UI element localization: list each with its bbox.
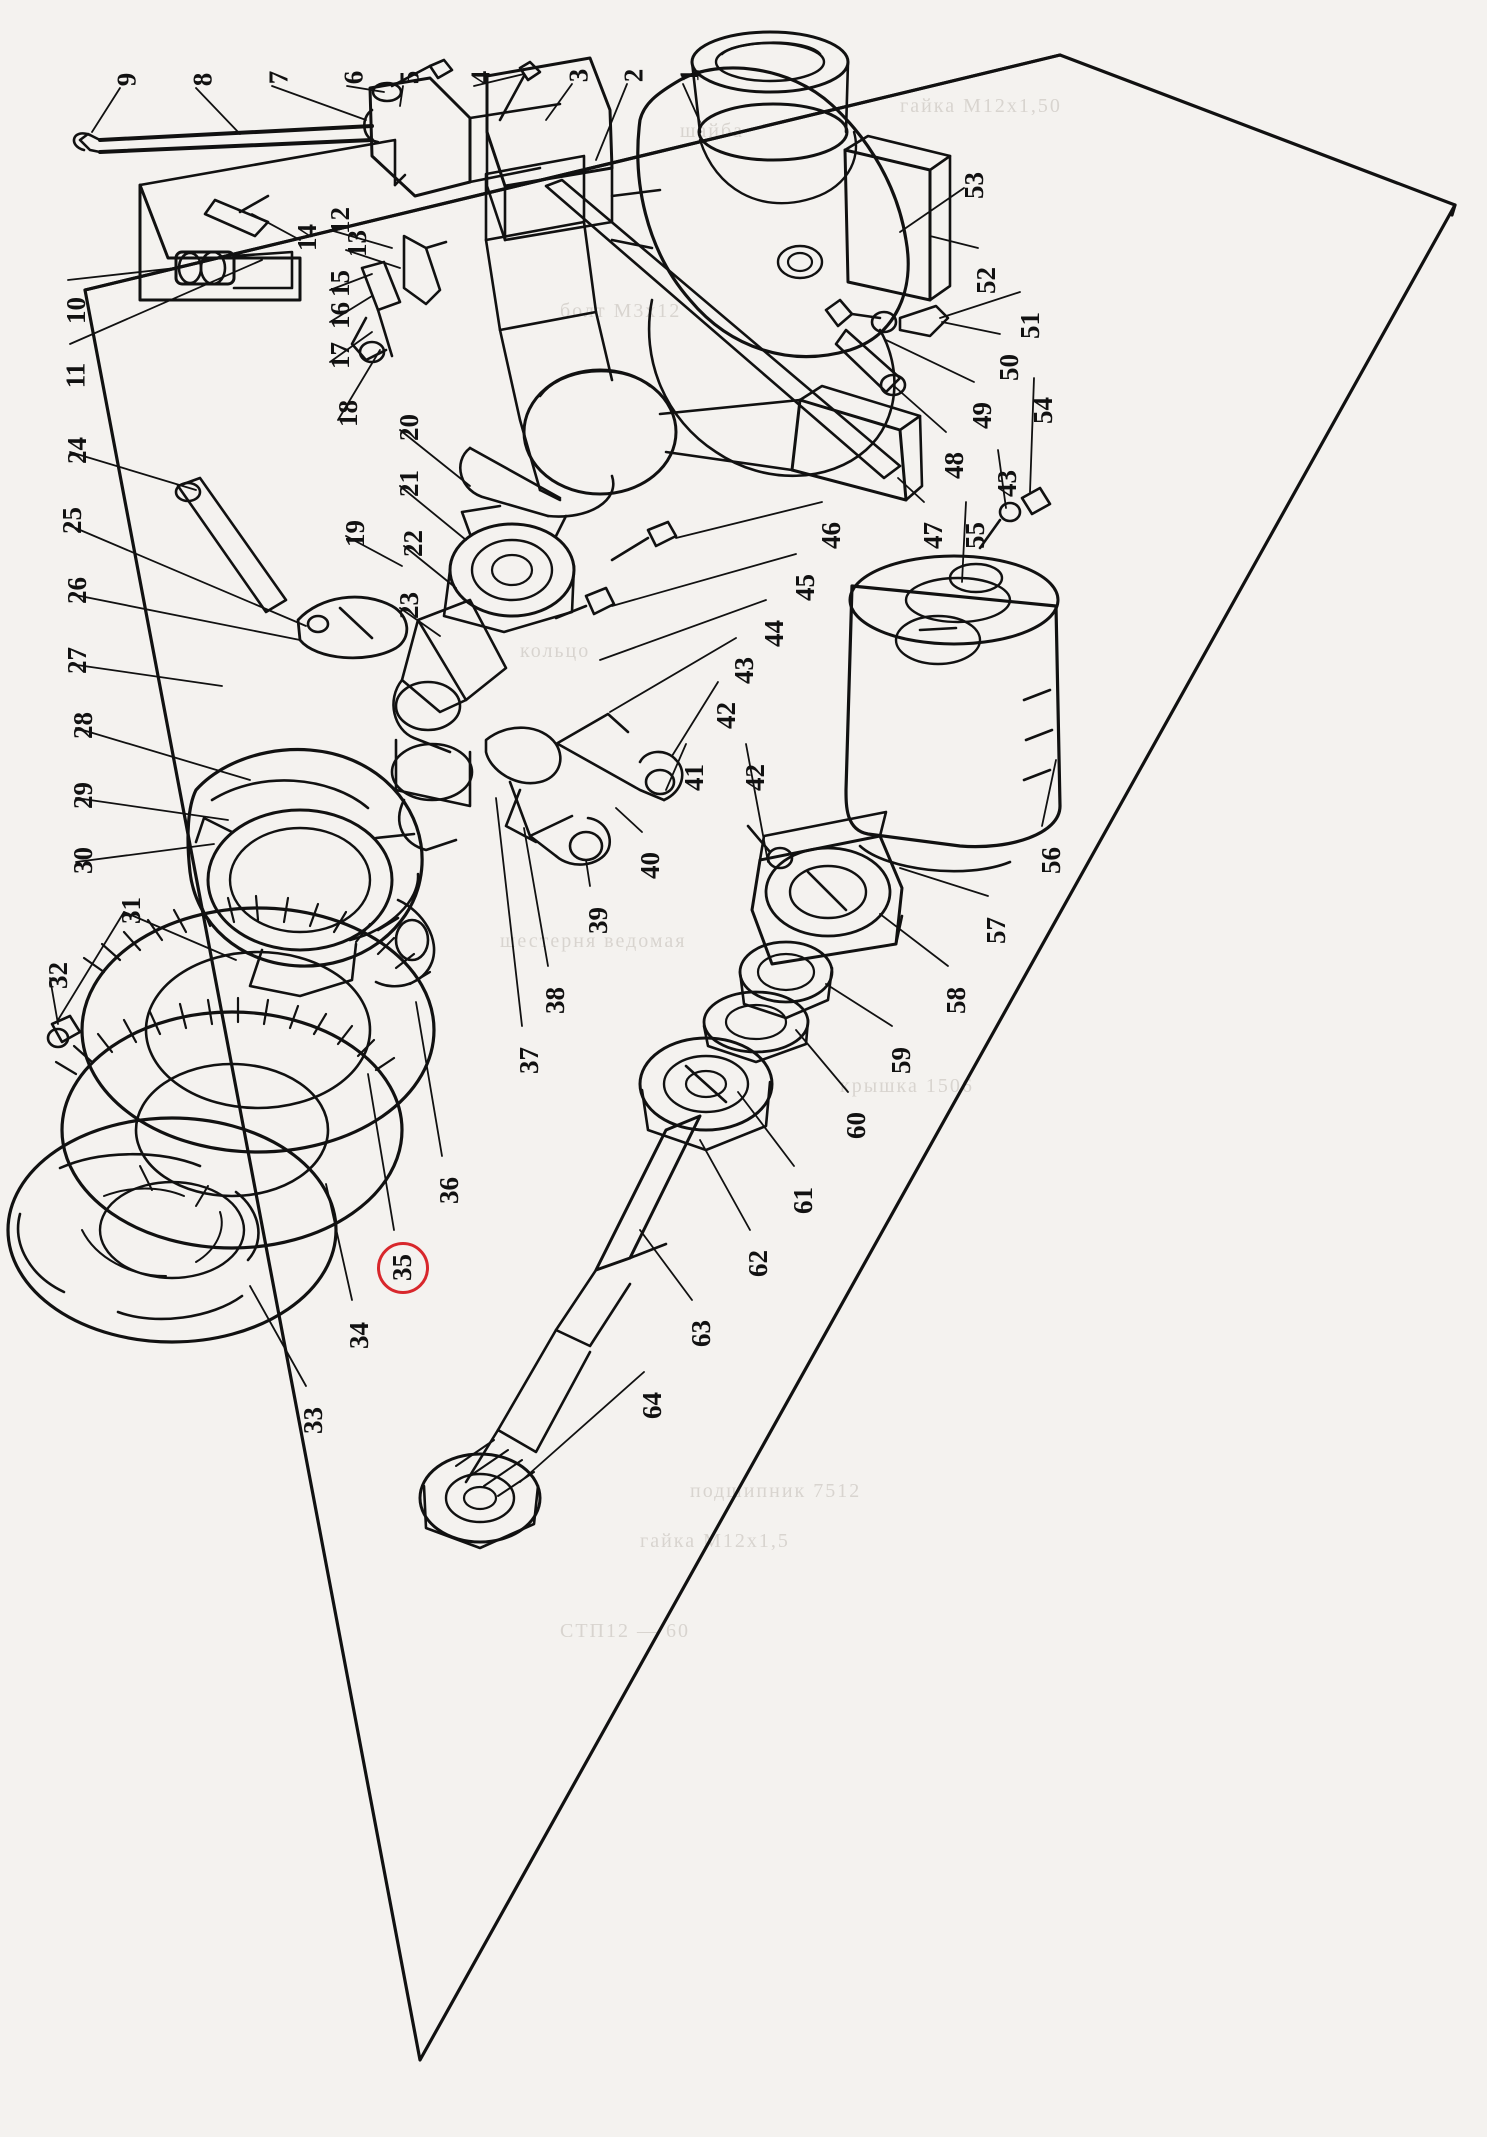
callout-number-23: 23 [394, 592, 424, 619]
callout-number-16: 16 [325, 302, 355, 329]
callout-number-30: 30 [68, 847, 98, 874]
bleed-through-text: гайка М12х1,5 [640, 1530, 790, 1552]
callout-number-47: 47 [918, 522, 948, 549]
callout-number-31: 31 [116, 897, 146, 924]
callout-number-42: 42 [740, 764, 770, 791]
callout-number-55: 55 [960, 522, 990, 549]
callout-number-11: 11 [60, 362, 91, 389]
callout-number-52: 52 [971, 267, 1001, 294]
callout-number-3: 3 [563, 68, 594, 83]
callout-number-48: 48 [939, 452, 969, 479]
callout-number-54: 54 [1028, 397, 1058, 424]
callout-number-5: 5 [394, 70, 425, 85]
callout-number-15: 15 [325, 270, 355, 297]
callout-number-37: 37 [514, 1047, 544, 1074]
callout-number-44: 44 [759, 620, 789, 647]
bleed-through-text: кольцо [520, 640, 591, 662]
callout-number-25: 25 [57, 507, 87, 534]
bleed-through-text: гайка М12х1,50 [900, 95, 1062, 117]
bleed-through-text: болт М3х12 [560, 300, 682, 322]
callout-number-32: 32 [43, 962, 73, 989]
callout-number-60: 60 [841, 1112, 871, 1139]
bleed-through-text: шайба [680, 120, 745, 142]
callout-number-33: 33 [298, 1407, 328, 1434]
callout-number-26: 26 [62, 577, 92, 604]
callout-number-43: 43 [992, 470, 1022, 497]
callout-number-36: 36 [434, 1177, 464, 1204]
callout-number-43: 43 [729, 657, 759, 684]
callout-number-50: 50 [994, 354, 1024, 381]
callout-number-9: 9 [111, 72, 142, 87]
callout-number-34: 34 [344, 1322, 374, 1349]
bleed-through-text: СТП12 — 60 [560, 1620, 690, 1642]
callout-number-39: 39 [583, 907, 613, 934]
bleed-through-text: подшипник 7512 [690, 1480, 862, 1502]
callout-number-20: 20 [394, 414, 424, 441]
callout-number-24: 24 [62, 437, 92, 464]
callout-number-41: 41 [679, 764, 709, 791]
highlight-ring-35 [377, 1242, 429, 1294]
callout-number-14: 14 [292, 224, 322, 251]
callout-number-8: 8 [187, 72, 218, 87]
callout-number-10: 10 [61, 297, 91, 324]
callout-number-49: 49 [967, 402, 997, 429]
callout-number-58: 58 [941, 987, 971, 1014]
callout-number-19: 19 [340, 520, 370, 547]
callout-number-6: 6 [338, 70, 369, 85]
bleed-through-text: шестерня ведомая [500, 930, 687, 952]
callout-number-22: 22 [398, 530, 428, 557]
callout-number-35: 35 [387, 1254, 417, 1281]
bleed-through-text: крышка 1506 [840, 1075, 974, 1097]
callout-number-56: 56 [1036, 847, 1066, 874]
callout-number-61: 61 [788, 1187, 818, 1214]
callout-number-21: 21 [394, 470, 424, 497]
callout-number-45: 45 [790, 574, 820, 601]
callout-number-40: 40 [635, 852, 665, 879]
callout-number-13: 13 [342, 230, 372, 257]
callout-number-2: 2 [618, 68, 649, 83]
callout-number-4: 4 [465, 70, 496, 85]
callout-number-64: 64 [637, 1392, 667, 1419]
callout-number-53: 53 [959, 172, 989, 199]
callout-number-17: 17 [325, 342, 355, 369]
callout-number-57: 57 [981, 917, 1011, 944]
callout-number-59: 59 [886, 1047, 916, 1074]
callout-number-12: 12 [325, 207, 355, 234]
callout-number-18: 18 [333, 400, 363, 427]
callout-number-38: 38 [540, 987, 570, 1014]
callout-number-1: 1 [674, 68, 705, 83]
callout-number-29: 29 [68, 782, 98, 809]
callout-number-62: 62 [743, 1250, 773, 1277]
callout-number-7: 7 [263, 70, 294, 85]
callout-number-46: 46 [816, 522, 846, 549]
callout-number-42: 42 [711, 702, 741, 729]
callout-number-51: 51 [1015, 312, 1045, 339]
callout-number-27: 27 [62, 647, 92, 674]
callout-number-28: 28 [68, 712, 98, 739]
callout-number-63: 63 [686, 1320, 716, 1347]
